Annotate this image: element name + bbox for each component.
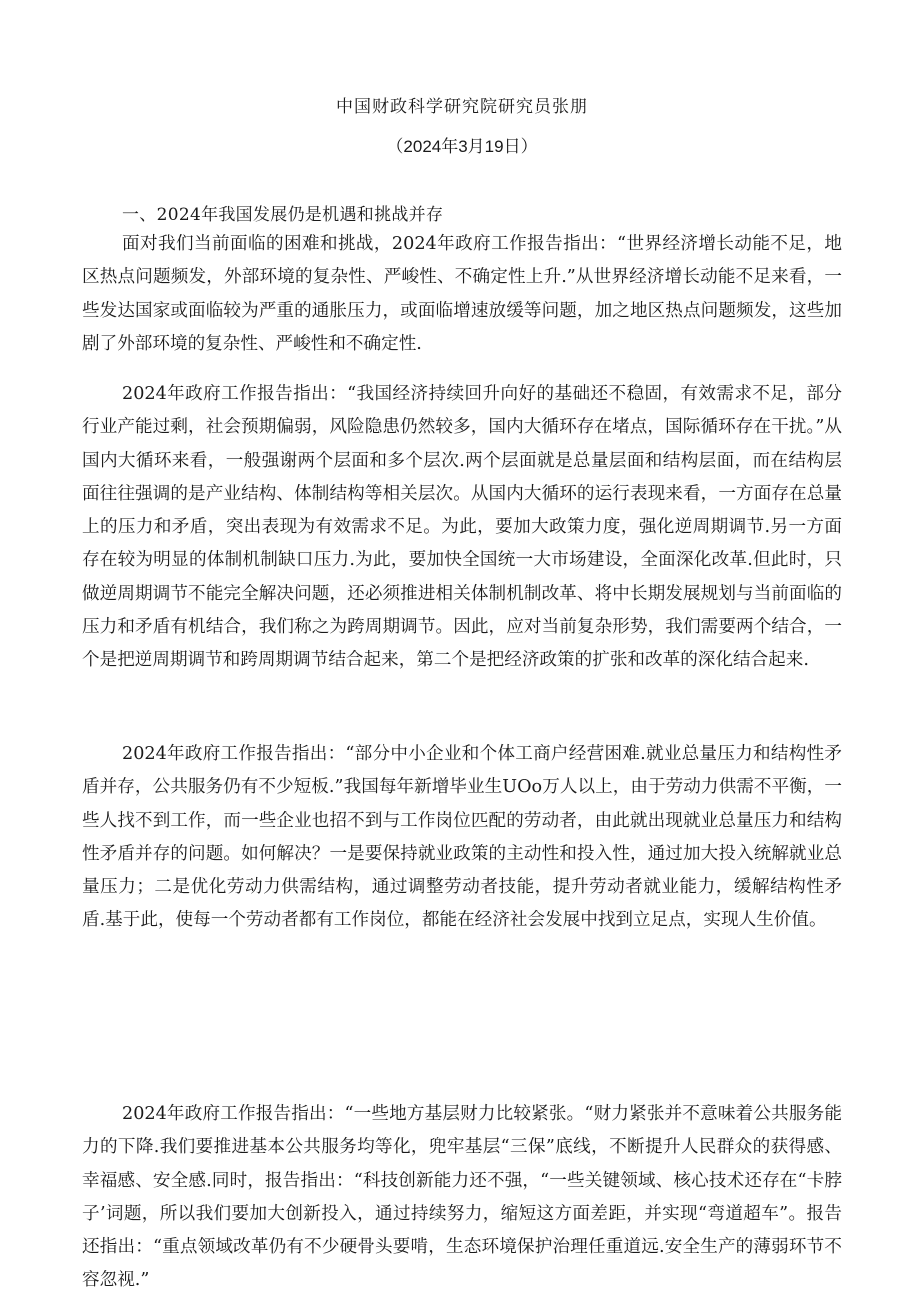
- paragraph-2: 2024年政府工作报告指出：“我国经济持续回升向好的基础还不稳固，有效需求不足，部分行业产能过剩，社会预期偏弱，风险隐患仍然较多，国内大循环存在堵点，国际循环存在干扰。”从国内大循环来看，一般强谢两个层面和多个层次.两个层面就是总量层面和结构层面，而在结构层面往往强调的是产业结构、体制结构等相关层次。从国内大循环的运行表现来看，一方面存在总量上的压力和矛盾，突出表现为有效需求不足。为此，要加大政策力度，强化逆周期调节.另一方面存在较为明显的体制机制缺口压力.为此，要加快全国统一大市场建设，全面深化改革.但此时，只做逆周期调节不能完全解决问题，还必须推进相关体制机制改革、将中长期发展规划与当前面临的压力和矛盾有机结合，我们称之为跨周期调节。因此，应对当前复杂形势，我们需要两个结合，一个是把逆周期调节和跨周期调节结合起来，第二个是把经济政策的扩张和改革的深化结合起来.: [82, 384, 842, 671]
- paragraph-1: 面对我们当前面临的困难和挑战，2024年政府工作报告指出：“世界经济增长动能不足，地区热点问题频发，外部环境的复杂性、严峻性、不确定性上升.”从世界经济增长动能不足来看，一些发达国家或面临较为严重的通胀压力，或面临增速放缓等问题，加之地区热点问题频发，这些加剧了外部环境的复杂性、严峻性和不确定性.: [82, 234, 842, 354]
- document-title: 中国财政科学研究院研究员张朋: [336, 97, 588, 117]
- document-date: （2024年3月19日）: [386, 137, 538, 156]
- paragraph-4: 2024年政府工作报告指出：“一些地方基层财力比较紧张。“财力紧张并不意味着公共服务能力的下降.我们要推进基本公共服务均等化，兜牢基层“三保”底线，不断提升人民群众的获得感、幸福感、安全感.同时，报告指出：“科技创新能力还不强，“一些关键领域、核心技术还存在“卡脖子’词题，所以我们要加大创新投入，通过持续努力，缩短这方面差距，并实现“弯道超车”。报告还指出：“重点领域改革仍有不少硬骨头要啃，生态环境保护治理任重道远.安全生产的薄弱环节不容忽视.”: [82, 1104, 842, 1291]
- section-heading: 一、2024年我国发展仍是机遇和挑战并存: [122, 205, 444, 225]
- paragraph-3: 2024年政府工作报告指出：“部分中小企业和个体工商户经营困难.就业总量压力和结构性矛盾并存，公共服务仍有不少短板.”我国每年新增毕业生UOo万人以上，由于劳动力供需不平衡，一些人找不到工作，而一些企业也招不到与工作岗位匹配的劳动者，由此就出现就业总量压力和结构性矛盾并存的问题。如何解决？一是要保持就业政策的主动性和投入性，通过加大投入统解就业总量压力；二是优化劳动力供需结构，通过调整劳动者技能，提升劳动者就业能力，缓解结构性矛盾.基于此，使每一个劳动者都有工作岗位，都能在经济社会发展中找到立足点，实现人生价值。: [82, 744, 842, 931]
